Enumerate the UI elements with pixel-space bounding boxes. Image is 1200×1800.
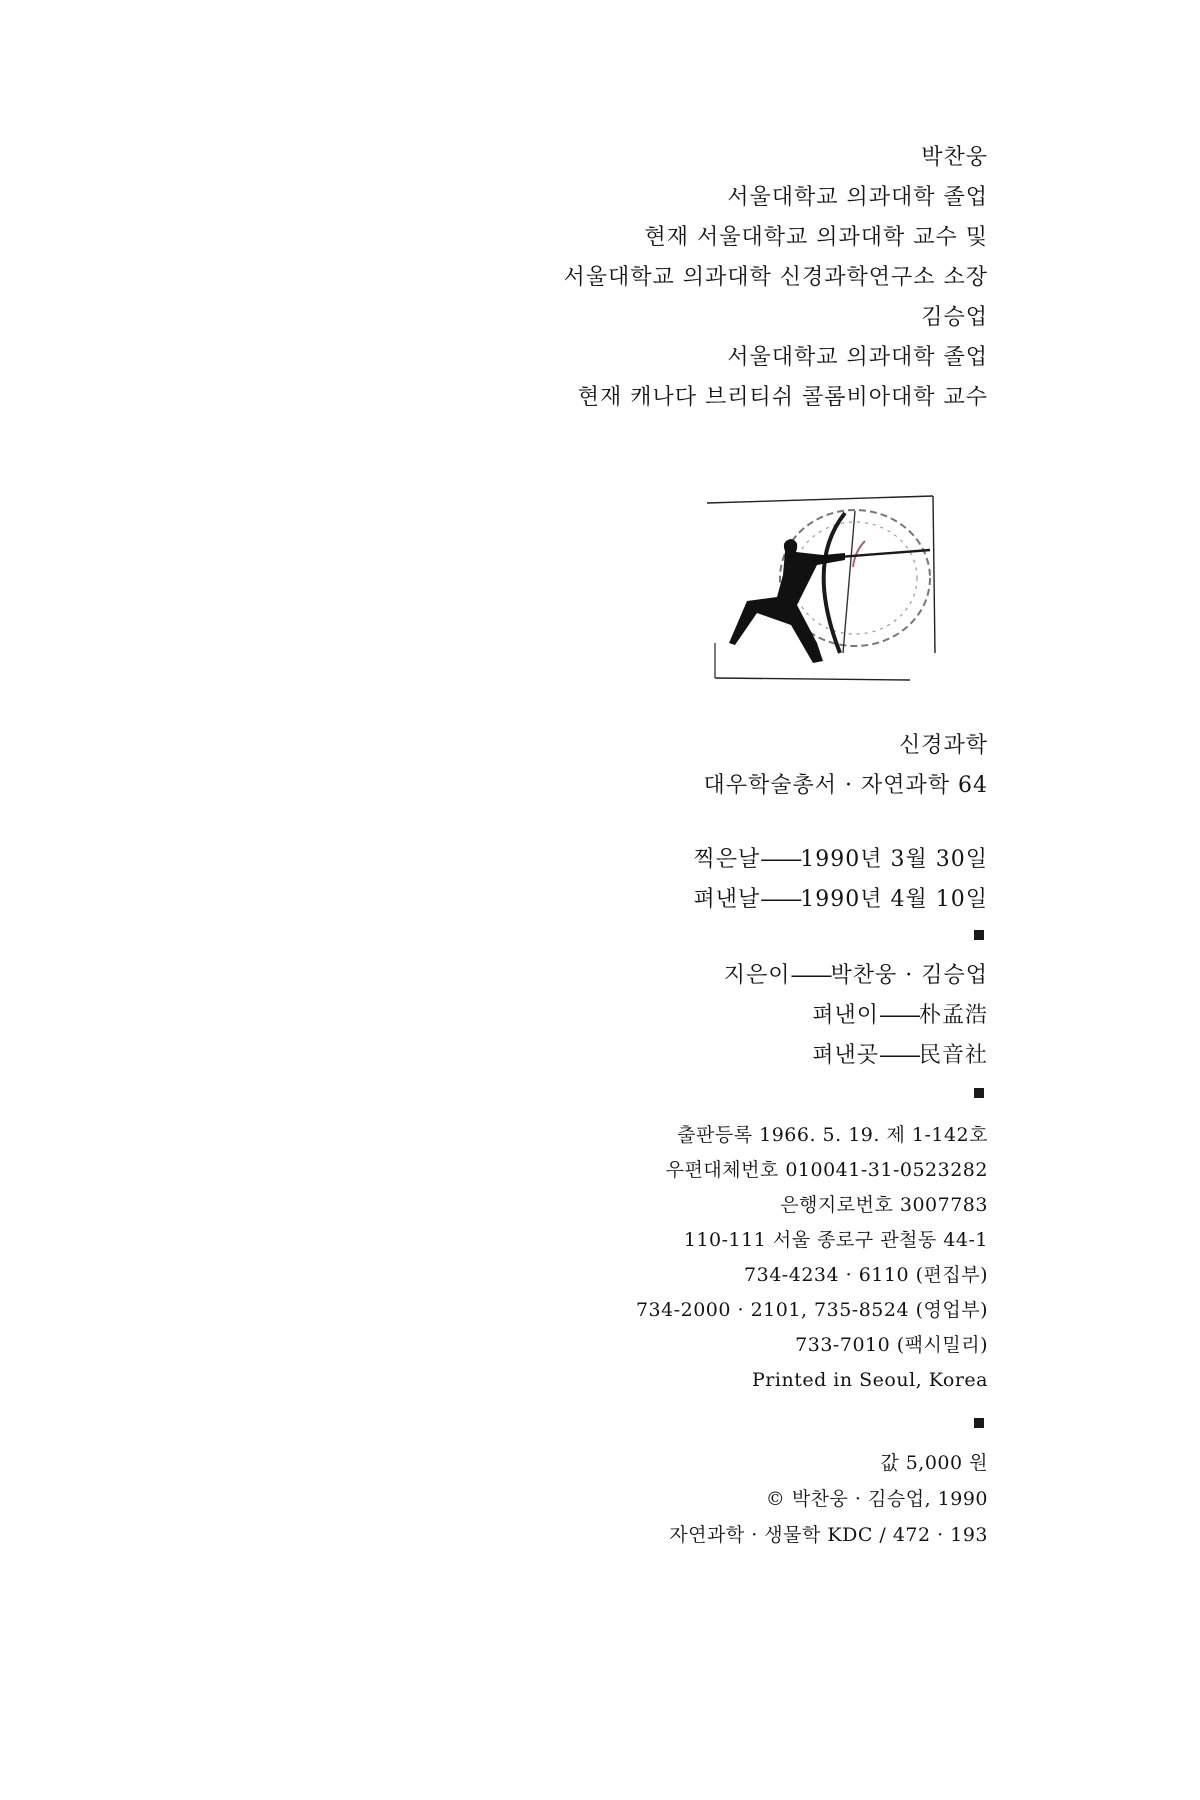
printed-date-value: 1990년 3월 30일 [800, 847, 988, 872]
phone-sales: 734-2000 · 2101, 735-8524 (영업부) [635, 1299, 988, 1321]
book-series: 대우학술총서 · 자연과학 64 [703, 773, 988, 798]
bank-giro: 은행지로번호 3007783 [780, 1194, 988, 1216]
address: 110-111 서울 종로구 관철동 44-1 [683, 1229, 988, 1251]
dash-separator: —— [790, 963, 831, 988]
copyright: © 박찬웅 · 김승업, 1990 [765, 1488, 988, 1510]
author1-education: 서울대학교 의과대학 졸업 [727, 185, 988, 210]
publication-dates [388, 840, 988, 920]
price: 값 5,000 원 [880, 1452, 988, 1474]
dash-separator: —— [878, 1043, 919, 1068]
author2-position: 현재 캐나다 브리티쉬 콜롬비아대학 교수 [577, 385, 988, 410]
price-block [388, 1445, 988, 1553]
authors-value: 박찬웅 · 김승업 [830, 963, 988, 988]
author2-name: 김승업 [921, 305, 988, 330]
section-marker [974, 930, 984, 940]
author1-position-cont: 서울대학교 의과대학 신경과학연구소 소장 [563, 265, 988, 290]
fax: 733-7010 (팩시밀리) [795, 1334, 988, 1356]
book-title-block [388, 726, 988, 806]
dash-separator: —— [760, 887, 801, 912]
credits-block [388, 956, 988, 1076]
section-marker [974, 1418, 984, 1428]
dash-separator: —— [878, 1003, 919, 1028]
author-bio [288, 138, 988, 418]
classification: 자연과학 · 생물학 KDC / 472 · 193 [669, 1524, 988, 1546]
postal-transfer: 우편대체번호 010041-31-0523282 [665, 1159, 988, 1181]
press-value: 民音社 [918, 1043, 988, 1068]
dash-separator: —— [760, 847, 801, 872]
published-date-label: 펴낸날 [693, 887, 761, 912]
publisher-row [388, 996, 988, 1036]
published-date-value: 1990년 4월 10일 [800, 887, 988, 912]
authors-row [388, 956, 988, 996]
phone-editorial: 734-4234 · 6110 (편집부) [744, 1264, 988, 1286]
printed-date-label: 찍은날 [693, 847, 761, 872]
publisher-value: 朴孟浩 [918, 1003, 988, 1028]
section-marker [974, 1088, 984, 1098]
published-date-row [388, 880, 988, 920]
archer-emblem-icon [705, 493, 945, 683]
press-label: 펴낸곳 [812, 1043, 879, 1068]
publisher-label: 펴낸이 [812, 1003, 879, 1028]
book-title: 신경과학 [898, 733, 988, 758]
author2-education: 서울대학교 의과대학 졸업 [727, 345, 988, 370]
printed-date-row [388, 840, 988, 880]
publisher-info [388, 1118, 988, 1398]
author1-name: 박찬웅 [921, 145, 988, 170]
printed-in: Printed in Seoul, Korea [752, 1369, 988, 1391]
press-row [388, 1036, 988, 1076]
registration: 출판등록 1966. 5. 19. 제 1-142호 [677, 1124, 988, 1146]
authors-label: 지은이 [723, 963, 791, 988]
author1-position: 현재 서울대학교 의과대학 교수 및 [644, 225, 988, 250]
